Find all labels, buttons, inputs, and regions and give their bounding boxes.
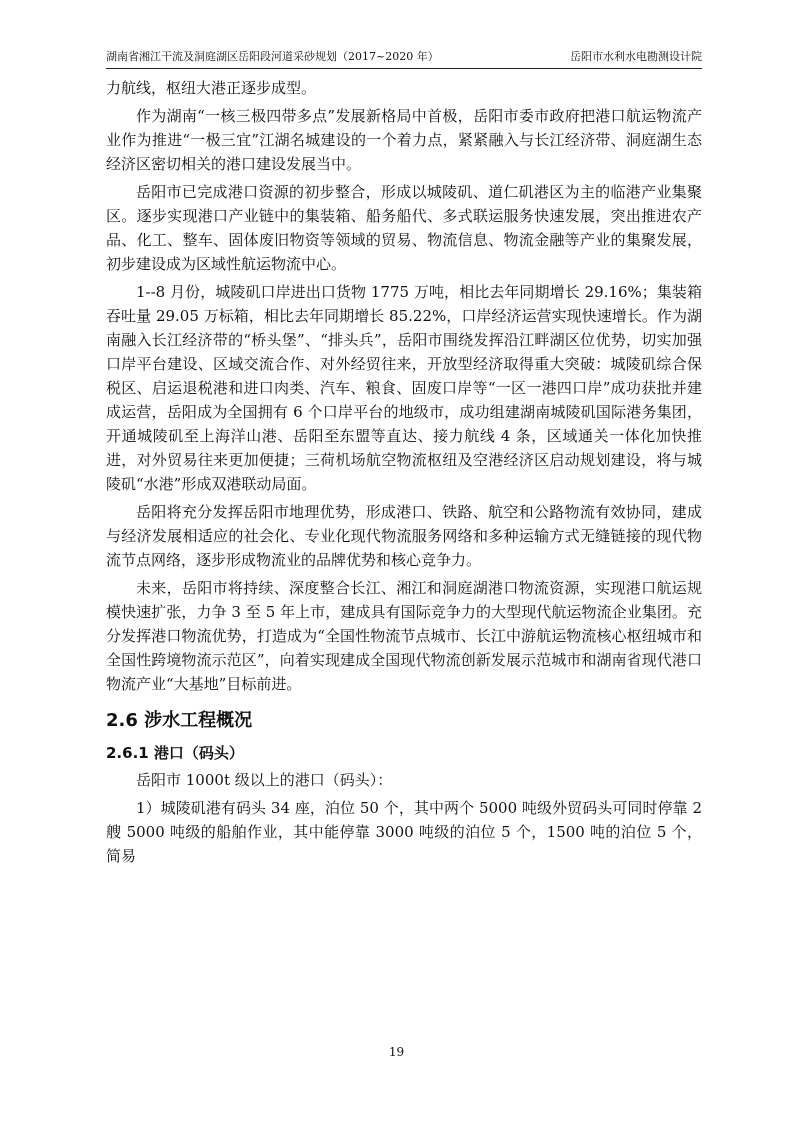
paragraph: 作为湖南“一核三极四带多点”发展新格局中首极，岳阳市委市政府把港口航运物流产业作为推进“一极三宜”江湖名城建设的一个着力点，紧紧融入与长江经济带、洞庭湖生态经济区密切相关的港口建设发展当中。 — [106, 107, 702, 173]
page-body — [106, 76, 702, 872]
section-heading: 2.6 涉水工程概况 — [106, 710, 253, 731]
paragraph: 1--8 月份，城陵矶口岸进出口货物 1775 万吨，相比去年同期增长 29.16%；集装箱吞吐量 29.05 万标箱，相比去年同期增长 85.22%，口岸经济运营实现快速增长。作为湖南融入长江经济带的“桥头堡”、“排头兵”，岳阳市围绕发挥沿江畔湖区位优势，切实加强口岸平台建设、区域交流合作、对外经贸往来，开放型经济取得重大突破：城陵矶综合保税区、启运退税港和进口肉类、汽车、粮食、固废口岸等“一区一港四口岸”成功获批并建成运营，岳阳成为全国拥有 6 个口岸平台的地级市，成功组建湖南城陵矶国际港务集团，开通城陵矶至上海洋山港、岳阳至东盟等直达、接力航线 4 条，区域通关一体化加快推进，对外贸易往来更加便捷；三荷机场航空物流枢纽及空港经济区启动规划建设，将与城陵矶“水港”形成双港联动局面。 — [106, 283, 702, 493]
page-number: 19 — [388, 1045, 405, 1059]
running-header — [106, 50, 702, 68]
header-document-title: 湖南省湘江干流及洞庭湖区岳阳段河道采砂规划（2017~2020 年） — [106, 50, 439, 63]
paragraph: 1）城陵矶港有码头 34 座，泊位 50 个，其中两个 5000 吨级外贸码头可同时停靠 2 艘 5000 吨级的船舶作业，其中能停靠 3000 吨级的泊位 5 个，1500 吨的泊位 5 个，简易 — [106, 799, 702, 865]
paragraph: 未来，岳阳市将持续、深度整合长江、湘江和洞庭湖港口物流资源，实现港口航运规模快速扩张，力争 3 至 5 年上市，建成具有国际竞争力的大型现代航运物流企业集团。充分发挥港口物流优势，打造成为“全国性物流节点城市、长江中游航运物流核心枢纽城市和全国性跨境物流示范区”，向着实现建成全国现代物流创新发展示范城市和湖南省现代港口物流产业“大基地”目标前进。 — [106, 579, 702, 693]
paragraph: 力航线，枢纽大港正逐步成型。 — [106, 79, 317, 97]
paragraph: 岳阳将充分发挥岳阳市地理优势，形成港口、铁路、航空和公路物流有效协同，建成与经济发展相适应的社会化、专业化现代物流服务网络和多种运输方式无缝链接的现代物流节点网络，逐步形成物流业的品牌优势和核心竞争力。 — [106, 503, 702, 569]
header-divider — [106, 68, 702, 69]
header-organization: 岳阳市水利水电勘测设计院 — [570, 50, 702, 63]
paragraph: 岳阳市已完成港口资源的初步整合，形成以城陵矶、道仁矶港区为主的临港产业集聚区。逐步实现港口产业链中的集装箱、船务船代、多式联运服务快速发展，突出推进农产品、化工、整车、固体废旧物资等领域的贸易、物流信息、物流金融等产业的集聚发展，初步建设成为区域性航运物流中心。 — [106, 183, 702, 273]
subsection-heading: 2.6.1 港口（码头） — [106, 744, 244, 762]
paragraph: 岳阳市 1000t 级以上的港口（码头）： — [136, 771, 393, 789]
